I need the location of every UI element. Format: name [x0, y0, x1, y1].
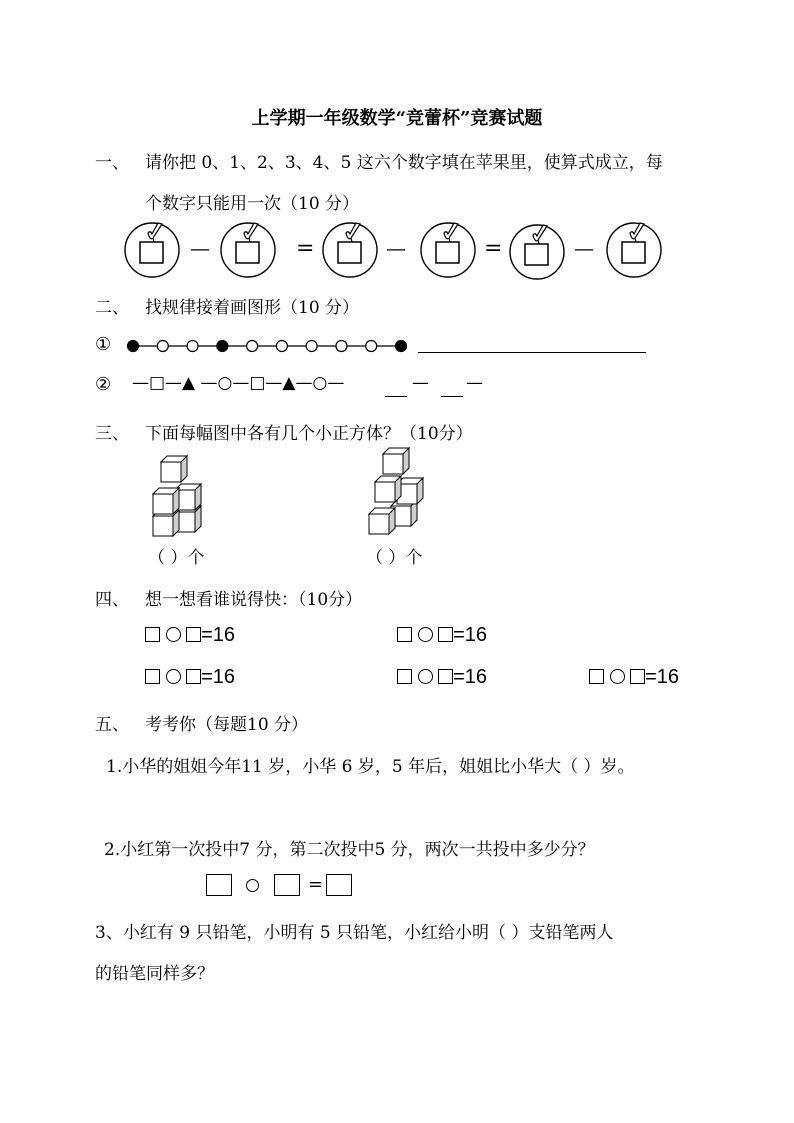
p2-box-1[interactable]: [206, 874, 232, 896]
operator-circle[interactable]: [418, 669, 433, 684]
q4-label: 四、: [95, 590, 129, 610]
q3-answer-2[interactable]: （ ）个: [366, 548, 423, 568]
q4-expr-5[interactable]: =16: [589, 666, 679, 689]
open-circle: [306, 341, 317, 352]
open-circle: [336, 341, 347, 352]
operator-circle[interactable]: [610, 669, 625, 684]
filled-circle: [396, 341, 407, 352]
filled-circle: [128, 341, 139, 352]
minus-sign-1: —: [190, 236, 210, 260]
q5-label: 五、: [95, 715, 129, 735]
operator-circle[interactable]: [166, 669, 181, 684]
apple-6[interactable]: [607, 223, 661, 277]
q4-expr-1[interactable]: =16: [145, 624, 235, 647]
q4-text: 想一想看谁说得快：（10分）: [145, 590, 363, 610]
blank-box[interactable]: [145, 669, 160, 684]
open-circle: [187, 341, 198, 352]
blank-box[interactable]: [186, 627, 201, 642]
open-circle: [157, 341, 168, 352]
q5-problem-2: 2.小红第一次投中7 分，第二次投中5 分，两次一共投中多少分？: [104, 840, 595, 860]
blank-box[interactable]: [589, 669, 604, 684]
cube-stack-2: [365, 446, 445, 538]
p2-equals: =: [308, 874, 324, 895]
row2-blank-1[interactable]: [385, 396, 407, 397]
filled-circle: [217, 341, 228, 352]
q4-expr-3[interactable]: =16: [145, 666, 235, 689]
blank-box[interactable]: [397, 627, 412, 642]
row2-marker: ②: [95, 374, 112, 395]
blank-box[interactable]: [438, 627, 453, 642]
blank-box[interactable]: [397, 669, 412, 684]
row2-dash: —: [412, 373, 429, 393]
cube-stack-1: [145, 450, 225, 540]
q2-text: 找规律接着画图形（10 分）: [145, 298, 360, 318]
q4-expr-2[interactable]: =16: [397, 624, 487, 647]
q4-expr-4[interactable]: =16: [397, 666, 487, 689]
apple-4[interactable]: [421, 223, 475, 277]
page-title: 上学期一年级数学“竞蕾杯”竞赛试题: [251, 108, 543, 129]
q2-label: 二、: [95, 298, 129, 318]
apple-1[interactable]: [125, 223, 179, 277]
operator-circle[interactable]: [418, 627, 433, 642]
equals-sign-2: =: [484, 236, 503, 261]
q3-label: 三、: [95, 424, 129, 444]
blank-box[interactable]: [145, 627, 160, 642]
p2-operator-circle[interactable]: [246, 879, 259, 892]
open-circle: [276, 341, 287, 352]
row1-answer-line[interactable]: [418, 352, 646, 353]
minus-sign-2: —: [386, 236, 406, 260]
blank-box[interactable]: [438, 669, 453, 684]
open-circle: [366, 341, 377, 352]
equals-sign-1: =: [296, 236, 315, 261]
q1-text-line1: 请你把 0、1、2、3、4、5 这六个数字填在苹果里，使算式成立，每: [145, 153, 663, 173]
apple-5[interactable]: [510, 225, 564, 279]
row1-pattern: [125, 335, 415, 357]
row1-marker: ①: [95, 334, 112, 355]
q5-text: 考考你（每题10 分）: [145, 715, 309, 735]
p2-box-result[interactable]: [326, 874, 352, 896]
q1-label: 一、: [95, 153, 129, 173]
q5-problem-1: 1.小华的姐姐今年11 岁，小华 6 岁，5 年后，姐姐比小华大（ ）岁。: [106, 757, 635, 777]
apple-2[interactable]: [221, 223, 275, 277]
blank-box[interactable]: [630, 669, 645, 684]
apple-3[interactable]: [323, 223, 377, 277]
q3-text: 下面每幅图中各有几个小正方体？（10分）: [145, 424, 473, 444]
operator-circle[interactable]: [166, 627, 181, 642]
minus-sign-3: —: [574, 236, 594, 260]
blank-box[interactable]: [186, 669, 201, 684]
q3-answer-1[interactable]: （ ）个: [148, 548, 205, 568]
q5-problem-3-line1: 3、小红有 9 只铅笔，小明有 5 只铅笔，小红给小明（ ）支铅笔两人: [95, 923, 614, 943]
p2-box-2[interactable]: [274, 874, 300, 896]
row2-dash-end: —: [466, 373, 483, 393]
open-circle: [247, 341, 258, 352]
row2-sequence: —□—▲ —○—□—▲—○—: [132, 373, 345, 393]
q1-text-line2: 个数字只能用一次（10 分）: [145, 194, 360, 214]
row2-blank-2[interactable]: [441, 396, 463, 397]
q5-problem-3-line2: 的铅笔同样多？: [95, 964, 214, 984]
